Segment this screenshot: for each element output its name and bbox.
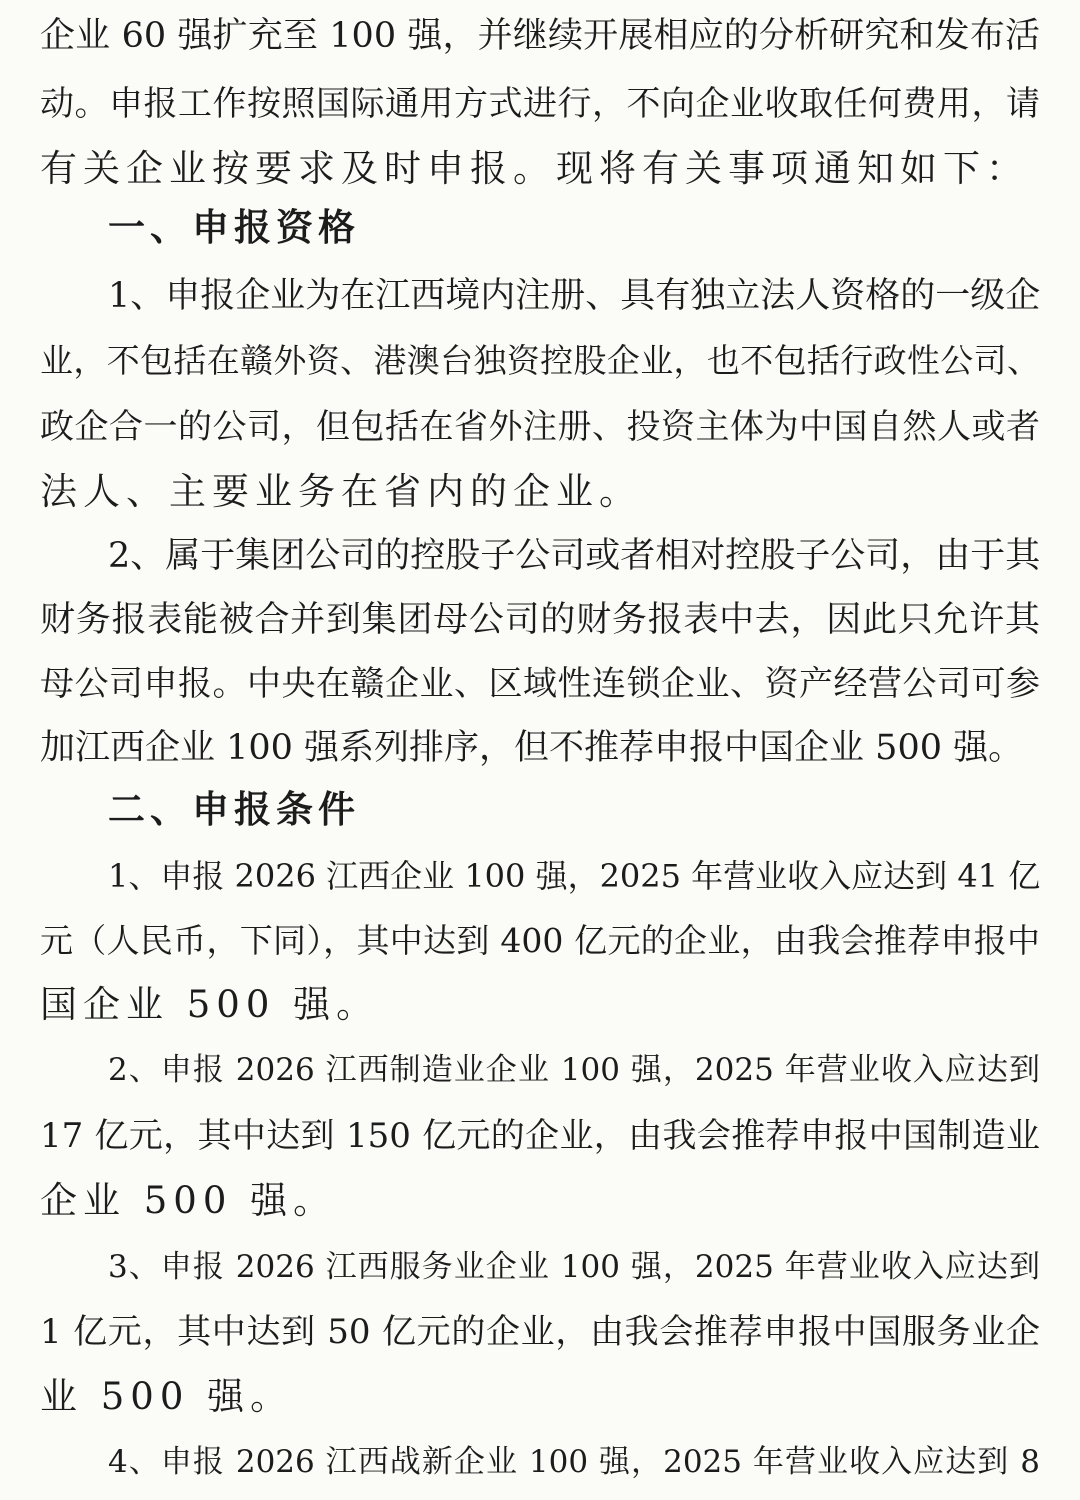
text-line: 1、申报 2026 江西企业 100 强，2025 年营业收入应达到 41 亿 [108,857,1041,895]
text-line: 企业 60 强扩充至 100 强，并继续开展相应的分析研究和发布活 [40,16,1040,56]
text-line: 1 亿元，其中达到 50 亿元的企业，由我会推荐申报中国服务业企 [40,1312,1040,1352]
text-line: 2、申报 2026 江西制造业企业 100 强，2025 年营业收入应达到 [108,1052,1040,1088]
text-line: 国企业 500 强。 [40,983,380,1026]
text-line: 有关企业按要求及时申报。现将有关事项通知如下： [40,147,1029,190]
text-line: 财务报表能被合并到集团母公司的财务报表中去，因此只允许其 [40,600,1040,640]
text-line: 元（人民币，下同），其中达到 400 亿元的企业，由我会推荐申报中 [40,921,1040,960]
text-line: 业 500 强。 [40,1375,294,1418]
text-line: 4、申报 2026 江西战新企业 100 强，2025 年营业收入应达到 8 [108,1444,1040,1480]
text-line: 母公司申报。中央在赣企业、区域性连锁企业、资产经营公司可参 [40,664,1040,704]
text-line: 动。申报工作按照国际通用方式进行，不向企业收取任何费用，请 [40,84,1040,124]
text-line: 1、申报企业为在江西境内注册、具有独立法人资格的一级企 [108,276,1041,316]
text-line: 政企合一的公司，但包括在省外注册、投资主体为中国自然人或者 [40,407,1040,447]
text-line: 3、申报 2026 江西服务业企业 100 强，2025 年营业收入应达到 [108,1249,1040,1285]
section-heading-qualification: 一、申报资格 [108,206,360,249]
text-line: 业，不包括在赣外资、港澳台独资控股企业，也不包括行政性公司、 [40,341,1040,380]
text-line: 企业 500 强。 [40,1179,337,1222]
text-line: 法人、主要业务在省内的企业。 [40,470,642,513]
text-line: 17 亿元，其中达到 150 亿元的企业，由我会推荐申报中国制造业 [40,1116,1040,1156]
text-line: 加江西企业 100 强系列排序，但不推荐申报中国企业 500 强。 [40,728,1024,768]
text-line: 2、属于集团公司的控股子公司或者相对控股子公司，由于其 [108,536,1041,576]
section-heading-conditions: 二、申报条件 [108,788,360,831]
